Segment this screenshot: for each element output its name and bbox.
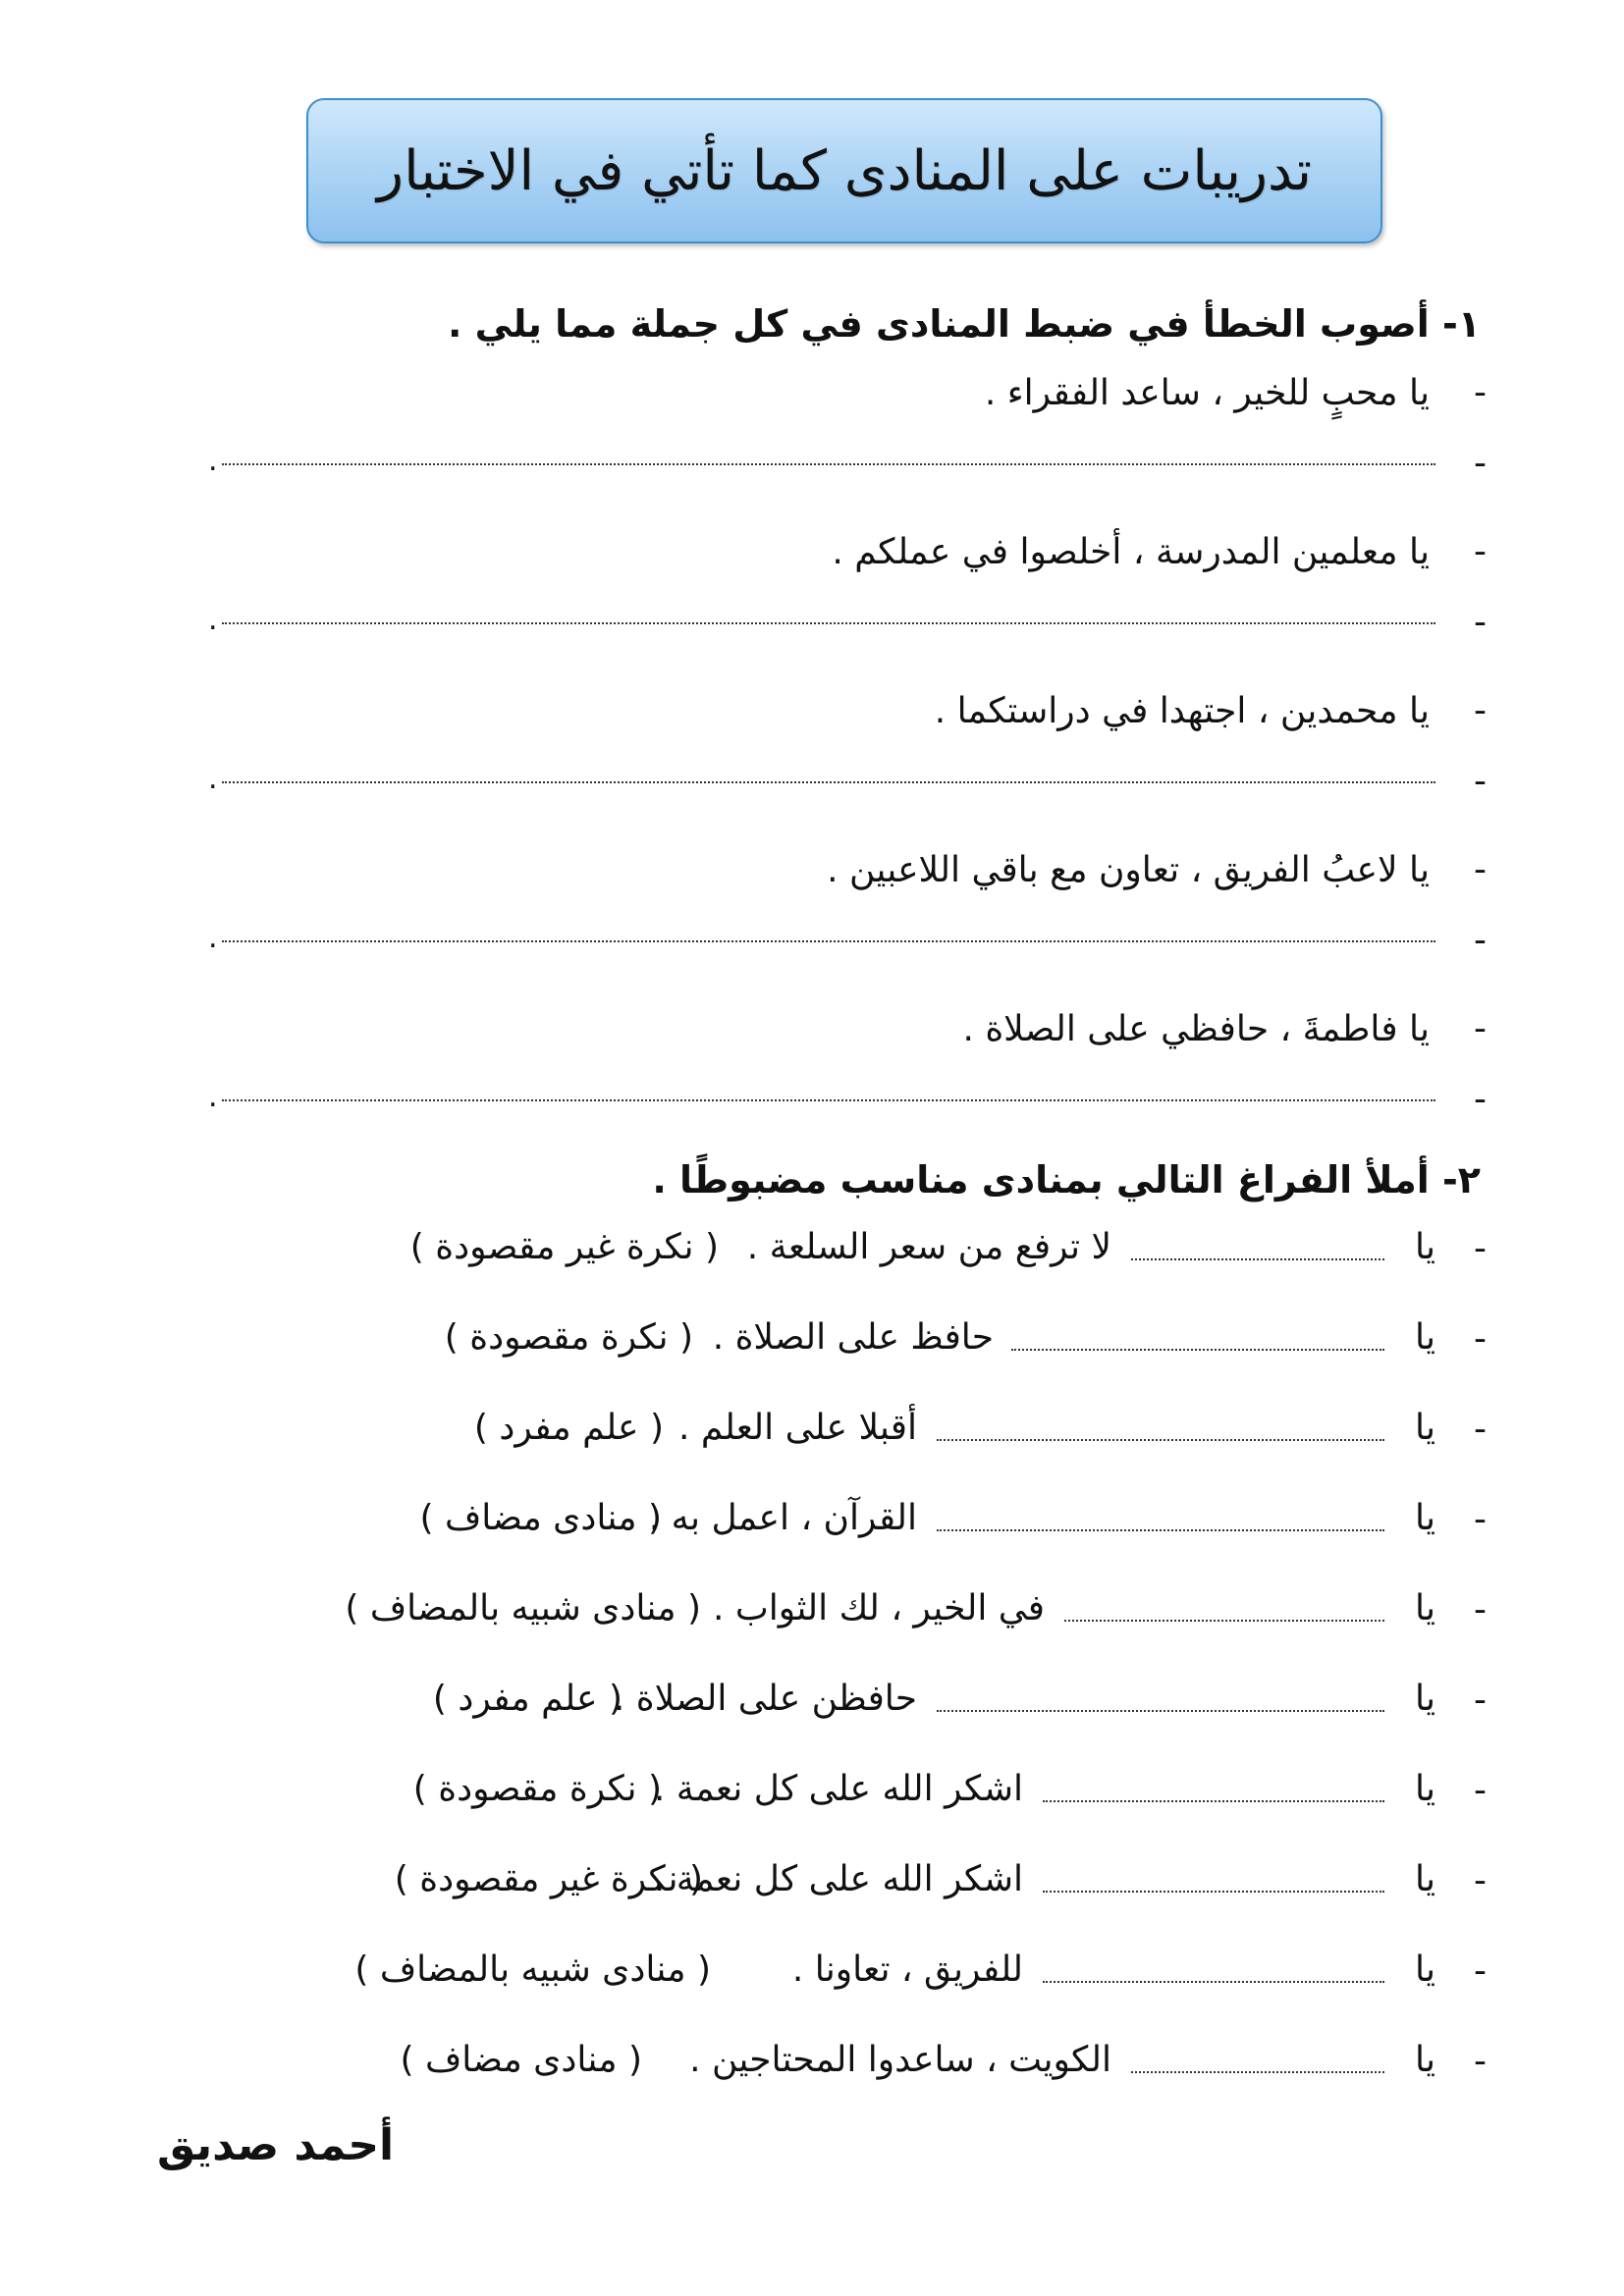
sentence-text: يا فاطمةَ ، حافظي على الصلاة . [962,1008,1430,1049]
fill-row [130,1942,1487,2001]
answer-end-dot: . [208,603,218,637]
list-dash: - [1474,1770,1487,1811]
fill-blank[interactable] [1131,2071,1384,2073]
fill-blank[interactable] [1131,1258,1384,1260]
ya-particle: يا [1415,1949,1435,1990]
list-dash: - [1474,1008,1487,1049]
fill-row [130,1580,1487,1639]
fill-blank[interactable] [1043,1800,1384,1802]
sentence-rest: في الخير ، لك الثواب . [712,1588,1045,1629]
answer-line[interactable] [222,781,1435,783]
sentence-text: يا لاعبُ الفريق ، تعاون مع باقي اللاعبين . [827,849,1430,890]
answer-row [157,752,1487,811]
hint-label: ( نكرة غير مقصودة ) [409,1227,719,1267]
ya-particle: يا [1415,1498,1435,1538]
hint-label: ( علم مفرد ) [473,1408,664,1448]
sentence-rest: حافظن على الصلاة . [613,1679,917,1719]
list-dash: - [1474,372,1487,413]
list-dash: - [1474,1499,1487,1540]
sentence-row [157,363,1487,422]
answer-end-dot: . [208,921,218,955]
answer-end-dot: . [208,762,218,796]
sentence-row [157,681,1487,740]
fill-row [130,1219,1487,1278]
answer-row [157,911,1487,970]
fill-blank[interactable] [1043,1981,1384,1983]
fill-blank[interactable] [1064,1620,1384,1622]
sentence-rest: للفريق ، تعاونا . [791,1949,1023,1990]
sentence-rest: القرآن ، اعمل به . [648,1498,917,1538]
section1-heading: ١- أصوب الخطأ في ضبط المنادى في كل جملة مما يلي . [447,302,1481,346]
sentence-rest: أقبلا على العلم . [678,1408,917,1448]
ya-particle: يا [1415,1679,1435,1719]
list-dash: - [1474,690,1487,731]
list-dash: - [1474,602,1487,643]
sentence-rest: الكويت ، ساعدوا المحتاجين . [689,2040,1111,2080]
hint-label: ( منادى شبيه بالمضاف ) [354,1949,711,1990]
answer-row [157,1070,1487,1129]
list-dash: - [1474,1318,1487,1360]
fill-blank[interactable] [1043,1891,1384,1893]
fill-blank[interactable] [937,1710,1384,1712]
title-box [306,98,1382,243]
list-dash: - [1474,443,1487,484]
list-dash: - [1474,920,1487,961]
sentence-text: يا معلمين المدرسة ، أخلصوا في عملكم . [832,531,1430,572]
ya-particle: يا [1415,1227,1435,1267]
answer-row [157,434,1487,493]
fill-blank[interactable] [937,1439,1384,1441]
list-dash: - [1474,849,1487,890]
answer-line[interactable] [222,940,1435,942]
hint-label: ( نكرة مقصودة ) [412,1769,662,1809]
list-dash: - [1474,531,1487,572]
ya-particle: يا [1415,1859,1435,1899]
fill-row [130,1671,1487,1730]
hint-label: ( منادى شبيه بالمضاف ) [345,1588,701,1629]
section2-heading: ٢- أملأ الفراغ التالي بمنادى مناسب مضبوطًا . [652,1158,1481,1201]
sentence-rest: حافظ على الصلاة . [712,1317,994,1358]
fill-row [130,1400,1487,1459]
answer-line[interactable] [222,463,1435,465]
answer-end-dot: . [208,1080,218,1114]
page-title: تدريبات على المنادى كما تأتي في الاختبار [377,138,1312,203]
hint-label: ( نكرة مقصودة ) [444,1317,693,1358]
sentence-row [157,999,1487,1058]
list-dash: - [1474,1228,1487,1269]
answer-row [157,593,1487,652]
list-dash: - [1474,1680,1487,1721]
hint-label: ( علم مفرد ) [432,1679,623,1719]
sentence-rest: اشكر الله على كل نعمة . [653,1859,1023,1899]
ya-particle: يا [1415,2040,1435,2080]
answer-end-dot: . [208,444,218,478]
fill-blank[interactable] [937,1529,1384,1531]
hint-label: ( نكرة غير مقصودة ) [394,1859,703,1899]
ya-particle: يا [1415,1408,1435,1448]
sentence-text: يا محبٍ للخير ، ساعد الفقراء . [984,372,1430,413]
sentence-row [157,840,1487,899]
list-dash: - [1474,1409,1487,1450]
author-signature: أحمد صديق [157,2120,395,2170]
list-dash: - [1474,1079,1487,1120]
list-dash: - [1474,1950,1487,1992]
fill-row [130,1309,1487,1368]
ya-particle: يا [1415,1317,1435,1358]
fill-row [130,1490,1487,1549]
fill-row [130,1761,1487,1820]
ya-particle: يا [1415,1769,1435,1809]
sentence-rest: اشكر الله على كل نعمة . [653,1769,1023,1809]
list-dash: - [1474,1589,1487,1630]
sentence-row [157,522,1487,581]
ya-particle: يا [1415,1588,1435,1629]
fill-row [130,2032,1487,2091]
list-dash: - [1474,2041,1487,2082]
answer-line[interactable] [222,1099,1435,1101]
answer-line[interactable] [222,622,1435,624]
list-dash: - [1474,761,1487,802]
fill-row [130,1851,1487,1910]
hint-label: ( منادى مضاف ) [419,1498,662,1538]
sentence-text: يا محمدين ، اجتهدا في دراستكما . [934,690,1430,731]
hint-label: ( منادى مضاف ) [400,2040,642,2080]
fill-blank[interactable] [1011,1349,1384,1351]
list-dash: - [1474,1860,1487,1901]
sentence-rest: لا ترفع من سعر السلعة . [746,1227,1111,1267]
